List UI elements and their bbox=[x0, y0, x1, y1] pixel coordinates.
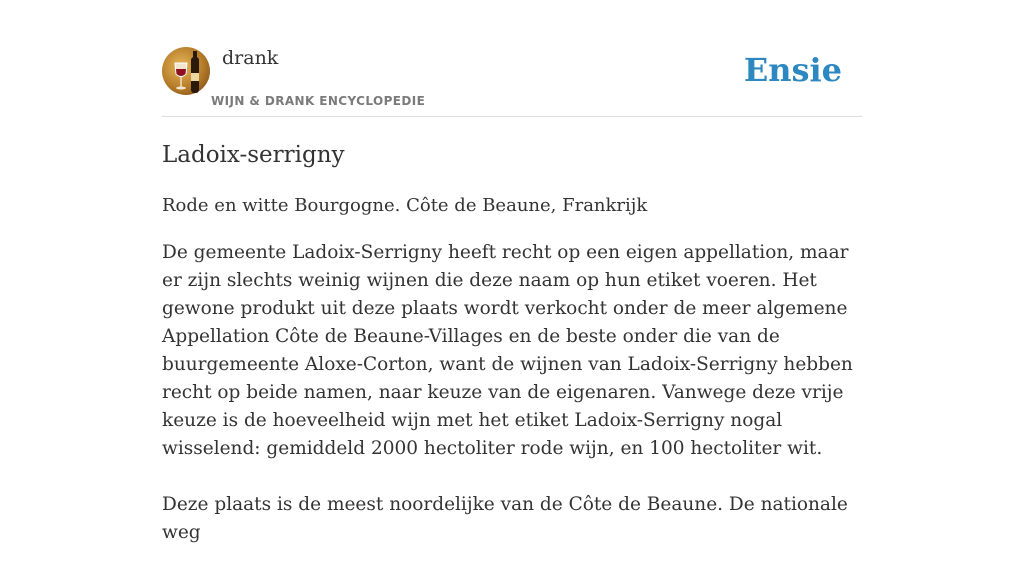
category-subtitle: WIJN & DRANK ENCYCLOPEDIE bbox=[211, 94, 426, 108]
ensie-logo[interactable]: Ensie bbox=[743, 51, 842, 89]
article-paragraph: De gemeente Ladoix-Serrigny heeft recht op een eigen appellation, maar er zijn slechts weinig wijnen die deze naam op hun etiket voeren. Het gewone produkt uit deze plaats wordt verkocht onder de meer algemene Appellation Côte de Beaune-Villages en de beste onder die van de buurgemeente Aloxe-Corton, want de wijnen van Ladoix-Serrigny hebben recht op beide namen, naar keuze van de eigenaren. Vanwege deze vrije keuze is de hoeveelheid wijn met het etiket Ladoix-Serrigny nogal wisselend: gemiddeld 2000 hectoliter rode wijn, en 100 hectoliter wit. bbox=[162, 242, 853, 459]
article-subtitle: Rode en witte Bourgogne. Côte de Beaune, Frankrijk bbox=[162, 195, 648, 216]
wine-glass-bottle-icon bbox=[162, 47, 210, 95]
header bbox=[162, 0, 862, 117]
article-paragraph: Deze plaats is de meest noordelijke van de Côte de Beaune. De nationale weg bbox=[162, 494, 848, 543]
category-name[interactable]: drank bbox=[222, 47, 279, 69]
page-title: Ladoix-serrigny bbox=[162, 142, 345, 168]
article-body bbox=[162, 239, 862, 575]
category-avatar[interactable] bbox=[162, 47, 210, 95]
